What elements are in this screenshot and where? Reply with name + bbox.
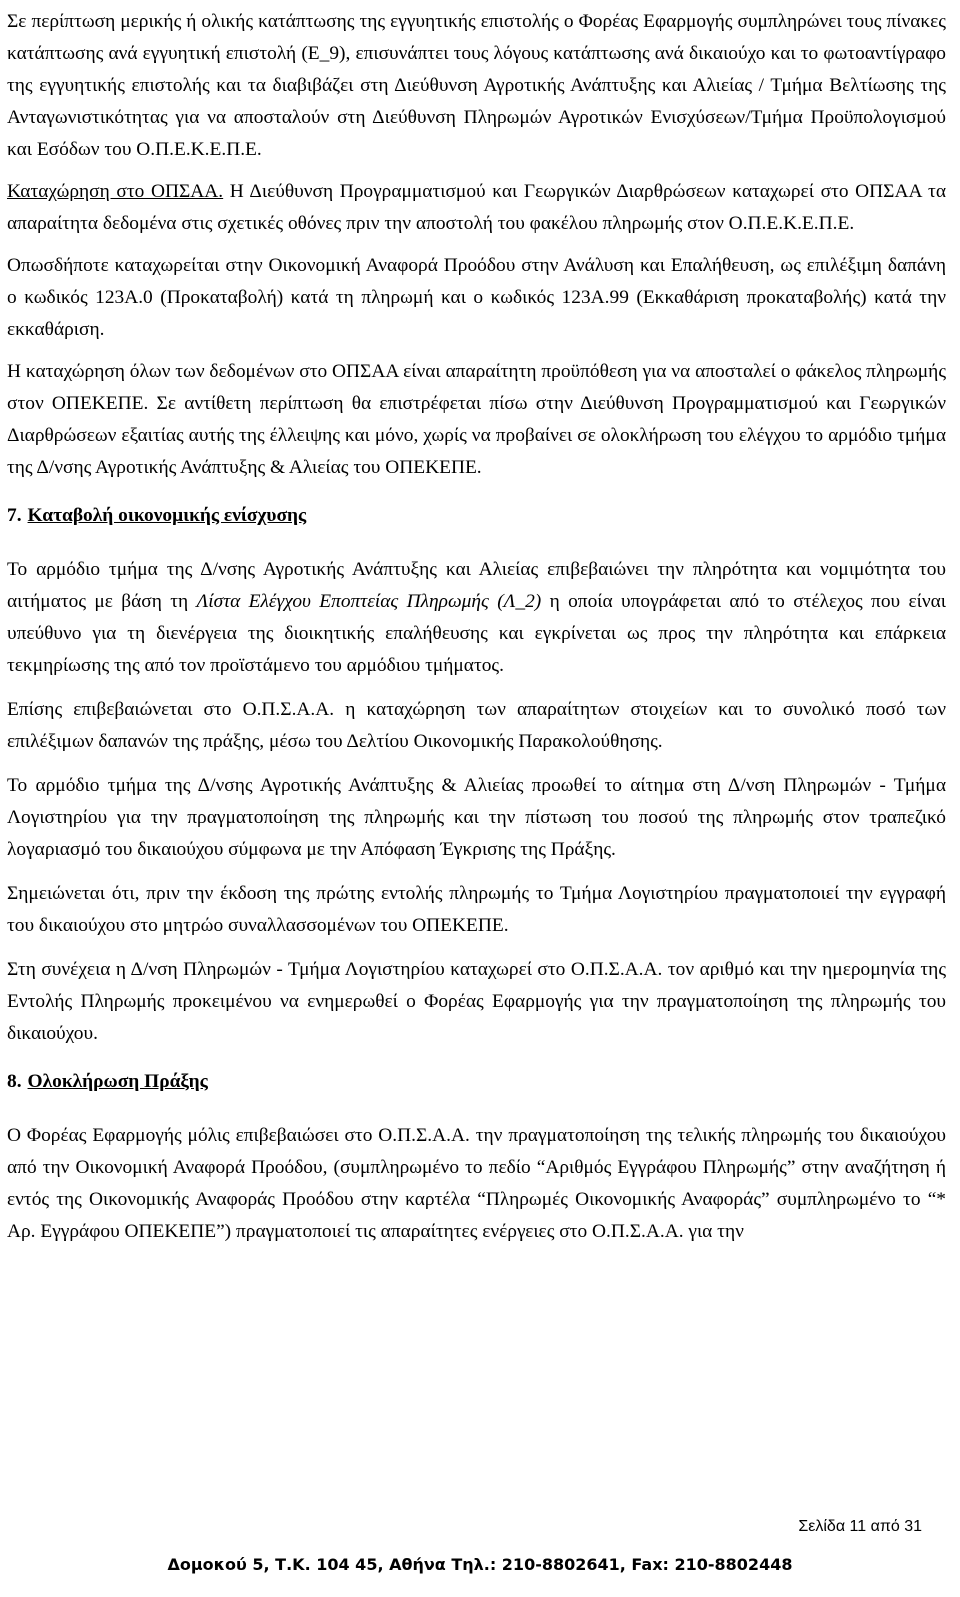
paragraph-text: Το αρμόδιο τμήμα της Δ/νσης Αγροτικής Ανάπτυξης και Αλιείας επιβεβαιώνει την πληρότητα και νομιμότητα του αιτήματος με βάση τη: [7, 559, 946, 612]
section-number: 8.: [7, 1071, 22, 1092]
opsaa-registration-text: Η Διεύθυνση Προγραμματισμού και Γεωργικών Διαρθρώσεων καταχωρεί στο ΟΠΣΑΑ τα απαραίτητα δεδομένα στις σχετικές οθόνες πριν την αποστολή του φακέλου πληρωμής στον Ο.Π.Ε.Κ.Ε.Π.Ε.: [7, 181, 947, 234]
footer-address: Δομοκού 5, Τ.Κ. 104 45, Αθήνα Τηλ.: 210-8802641, Fax: 210-8802448: [167, 1555, 793, 1574]
paragraph-guarantee-forfeiture: Σε περίπτωση μερικής ή ολικής κατάπτωσης της εγγυητικής επιστολής ο Φορέας Εφαρμογής συμπληρώνει τους πίνακες κατάπτωσης ανά εγγυητική επιστολή (Ε_9), επισυνάπτει τους λόγους κατάπτωσης ανά δικαιούχο και το φωτοαντίγραφο της εγγυητικής επιστολής και τα διαβιβάζει στη Διεύθυνση Αγροτικής Ανάπτυξης και Αλιείας / Τμήμα Βελτίωσης της Ανταγωνιστικότητας για να αποσταλούν στη Διεύθυνση Πληρωμών Αγροτικών Ενισχύσεων/Τμήμα Προϋπολογισμού και Εσόδων του Ο.Π.Ε.Κ.Ε.Π.Ε.: [7, 11, 946, 160]
paragraph-beneficiary-registry: Σημειώνεται ότι, πριν την έκδοση της πρώτης εντολής πληρωμής το Τμήμα Λογιστηρίου πραγματοποιεί την εγγραφή του δικαιούχου στο μητρώο συναλλασσομένων του ΟΠΕΚΕΠΕ.: [7, 883, 946, 936]
paragraph-payment-order: Στη συνέχεια η Δ/νση Πληρωμών - Τμήμα Λογιστηρίου καταχωρεί στο Ο.Π.Σ.Α.Α. τον αριθμό και την ημερομηνία της Εντολής Πληρωμής προκειμένου να ενημερωθεί ο Φορέας Εφαρμογής για την πραγματοποίηση της πληρωμής του δικαιούχου.: [7, 959, 946, 1044]
paragraph-financial-report: Οπωσδήποτε καταχωρείται στην Οικονομική Αναφορά Προόδου στην Ανάλυση και Επαλήθευση, ως επιλέξιμη δαπάνη ο κωδικός 123Α.0 (Προκαταβολή) κατά τη πληρωμή και ο κωδικός 123Α.99 (Εκκαθάριση προκαταβολής) κατά την εκκαθάριση.: [7, 255, 946, 340]
paragraph-data-entry-requirement: Η καταχώρηση όλων των δεδομένων στο ΟΠΣΑΑ είναι απαραίτητη προϋπόθεση για να αποσταλεί ο φάκελος πληρωμής στον ΟΠΕΚΕΠΕ. Σε αντίθετη περίπτωση θα επιστρέφεται πίσω στην Διεύθυνση Προγραμματισμού και Γεωργικών Διαρθρώσεων εξαιτίας αυτής της έλλειψης και μόνο, χωρίς να προβαίνει σε ολοκλήρωση του ελέγχου το αρμόδιο τμήμα της Δ/νσης Αγροτικής Ανάπτυξης & Αλιείας του ΟΠΕΚΕΠΕ.: [7, 361, 946, 478]
paragraph-completeness-check: [7, 554, 946, 682]
section-heading-completion: [7, 1066, 946, 1098]
paragraph-text: η οποία υπογράφεται από το στέλεχος που είναι υπεύθυνο για τη διενέργεια της διοικητικής επαλήθευσης και εγκρίνεται ως προς την πληρότητα και επάρκεια τεκμηρίωσης της από τον προϊστάμενο του αρμόδιου τμήματος.: [7, 591, 946, 676]
page-number: Σελίδα 11 από 31: [798, 1518, 922, 1535]
opsaa-registration-label: Καταχώρηση στο ΟΠΣΑΑ.: [7, 181, 224, 202]
section-title: Καταβολή οικονομικής ενίσχυσης: [27, 505, 307, 526]
paragraph-project-completion: Ο Φορέας Εφαρμογής μόλις επιβεβαιώσει στο Ο.Π.Σ.Α.Α. την πραγματοποίηση της τελικής πληρωμής του δικαιούχου από την Οικονομική Αναφορά Προόδου, (συμπληρωμένο το πεδίο “Αριθμός Εγγράφου Πληρωμής” στην αναζήτηση ή εντός της Οικονομικής Αναφοράς Προόδου στην καρτέλα “Πληρωμές Οικονομικής Αναφοράς” συμπληρωμένο το “* Αρ. Εγγράφου ΟΠΕΚΕΠΕ”) πραγματοποιεί τις απαραίτητες ενέργειες στο Ο.Π.Σ.Α.Α. για την: [7, 1125, 946, 1242]
section-number: 7.: [7, 505, 22, 526]
paragraph-opsaa-registration: [7, 176, 946, 240]
section-title: Ολοκλήρωση Πράξης: [27, 1071, 208, 1092]
paragraph-opsaa-confirmation: Επίσης επιβεβαιώνεται στο Ο.Π.Σ.Α.Α. η καταχώρηση των απαραίτητων στοιχείων και το συνολικό ποσό των επιλέξιμων δαπανών της πράξης, μέσω του Δελτίου Οικονομικής Παρακολούθησης.: [7, 699, 946, 752]
paragraph-payment-request: Το αρμόδιο τμήμα της Δ/νσης Αγροτικής Ανάπτυξης & Αλιείας προωθεί το αίτημα στη Δ/νση Πληρωμών - Τμήμα Λογιστηρίου για την πραγματοποίηση της πληρωμής και την πίστωση του ποσού της πληρωμής στον τραπεζικό λογαριασμό του δικαιούχου σύμφωνα με την Απόφαση Έγκρισης της Πράξης.: [7, 775, 946, 860]
checklist-reference: Λίστα Ελέγχου Εποπτείας Πληρωμής (Λ_2): [196, 591, 542, 612]
section-heading-payment: [7, 500, 946, 532]
